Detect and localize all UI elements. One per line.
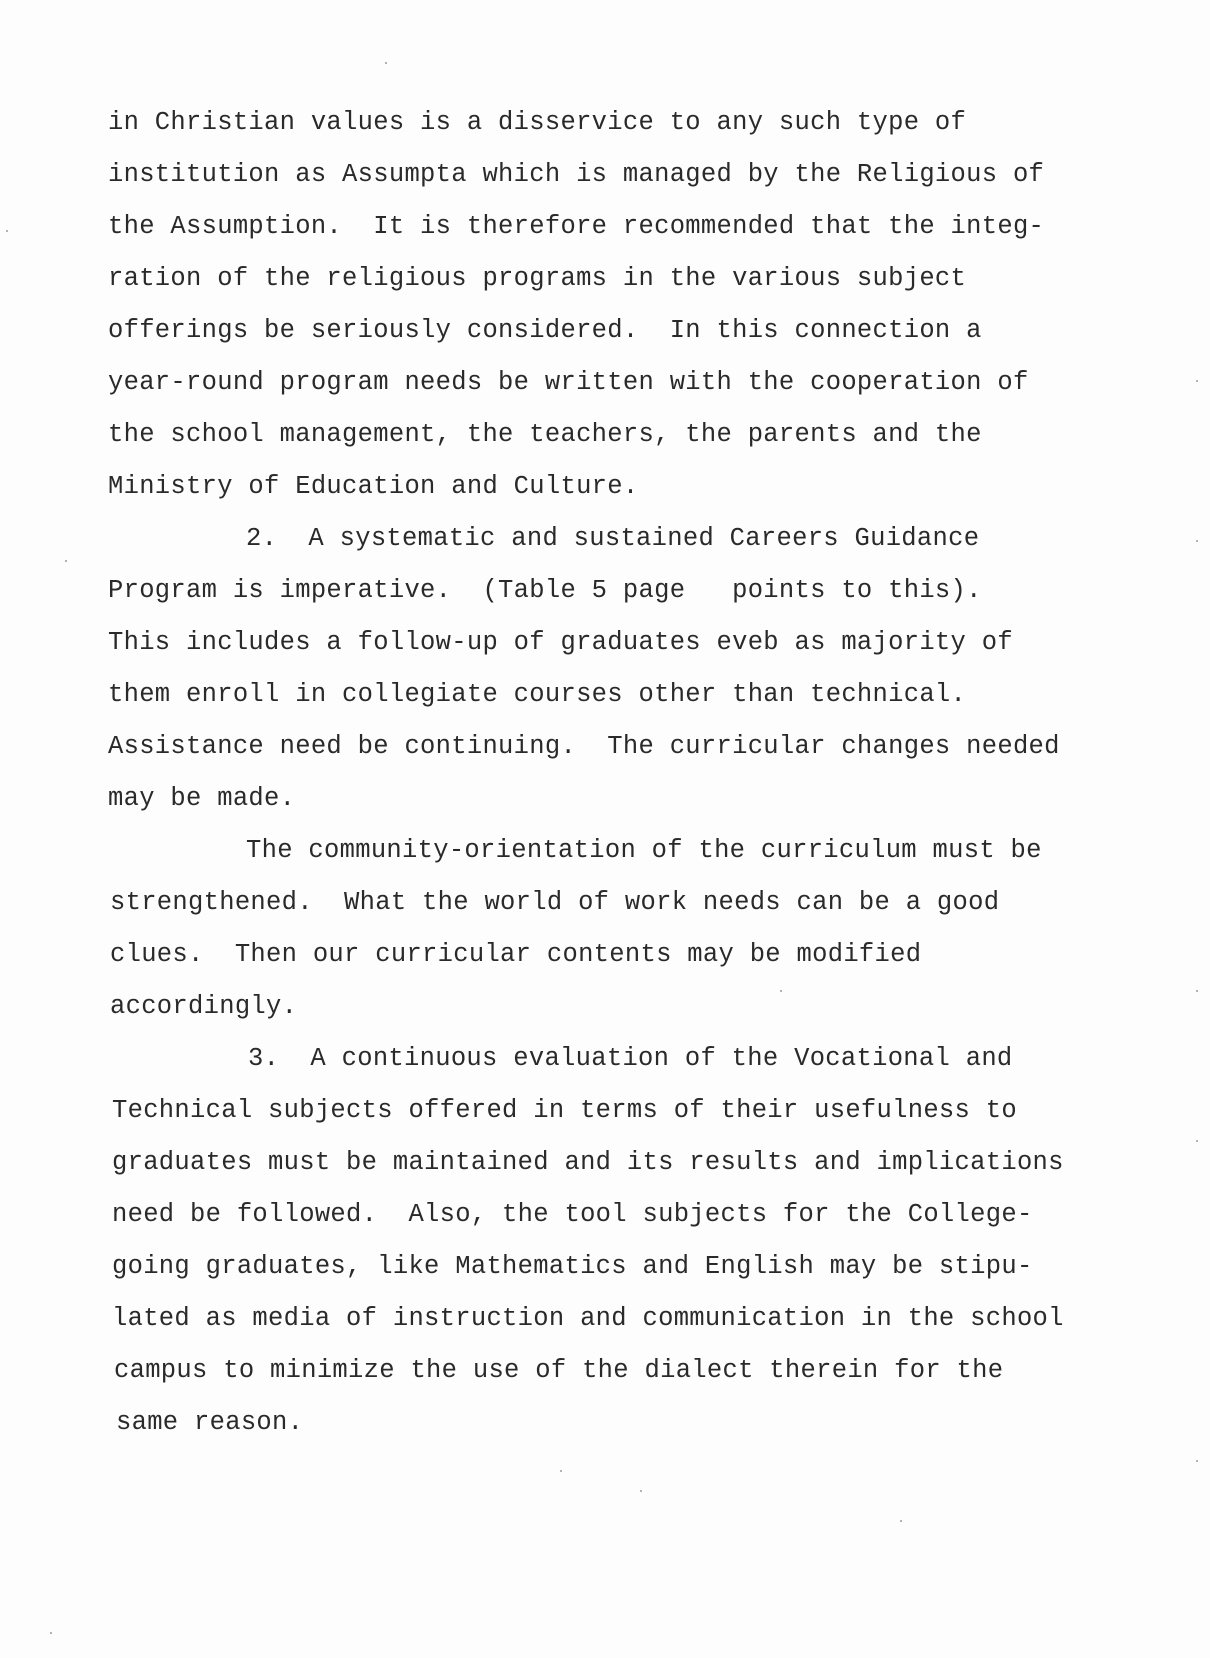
text-line: Ministry of Education and Culture. <box>108 472 639 501</box>
text-line: Assistance need be continuing. The curricular changes needed <box>108 732 1060 761</box>
scan-speck <box>1196 1460 1198 1462</box>
text-line: campus to minimize the use of the dialect therein for the <box>114 1356 1004 1385</box>
text-line: going graduates, like Mathematics and English may be stipu- <box>112 1252 1033 1281</box>
scan-speck <box>1196 380 1198 382</box>
scan-speck <box>50 1632 52 1634</box>
text-line: them enroll in collegiate courses other than technical. <box>108 680 967 709</box>
scan-speck <box>900 1520 902 1522</box>
text-line: Program is imperative. (Table 5 page points to this). <box>108 576 982 605</box>
scan-speck <box>1196 1140 1198 1142</box>
scan-speck <box>65 560 67 562</box>
scan-speck <box>560 1470 562 1472</box>
text-line: in Christian values is a disservice to any such type of <box>108 108 967 137</box>
text-line: This includes a follow-up of graduates eveb as majority of <box>108 628 1013 657</box>
text-line: the school management, the teachers, the parents and the <box>108 420 982 449</box>
text-line: may be made. <box>108 784 296 813</box>
scan-speck <box>385 62 387 64</box>
text-line: accordingly. <box>110 992 298 1021</box>
text-line: Technical subjects offered in terms of their usefulness to <box>112 1096 1017 1125</box>
text-line: strengthened. What the world of work needs can be a good <box>110 888 1000 917</box>
text-line: year-round program needs be written with the cooperation of <box>108 368 1029 397</box>
scan-speck <box>6 230 8 232</box>
text-line: same reason. <box>116 1408 304 1437</box>
text-line: lated as media of instruction and communication in the school <box>112 1304 1064 1333</box>
text-line: graduates must be maintained and its results and implications <box>112 1148 1064 1177</box>
scan-speck <box>780 990 782 992</box>
paragraph-community-first-line: The community-orientation of the curriculum must be <box>246 836 1042 865</box>
scan-speck <box>1196 540 1198 542</box>
scan-speck <box>1196 990 1198 992</box>
scan-speck <box>640 1490 642 1492</box>
paragraph-3-first-line: 3. A continuous evaluation of the Vocational and <box>248 1044 1013 1073</box>
paragraph-2-first-line: 2. A systematic and sustained Careers Guidance <box>246 524 980 553</box>
text-line: clues. Then our curricular contents may be modified <box>110 940 922 969</box>
text-line: offerings be seriously considered. In this connection a <box>108 316 982 345</box>
text-line: need be followed. Also, the tool subjects for the College- <box>112 1200 1033 1229</box>
text-line: the Assumption. It is therefore recommended that the integ- <box>108 212 1045 241</box>
text-line: ration of the religious programs in the various subject <box>108 264 967 293</box>
text-line: institution as Assumpta which is managed by the Religious of <box>108 160 1045 189</box>
